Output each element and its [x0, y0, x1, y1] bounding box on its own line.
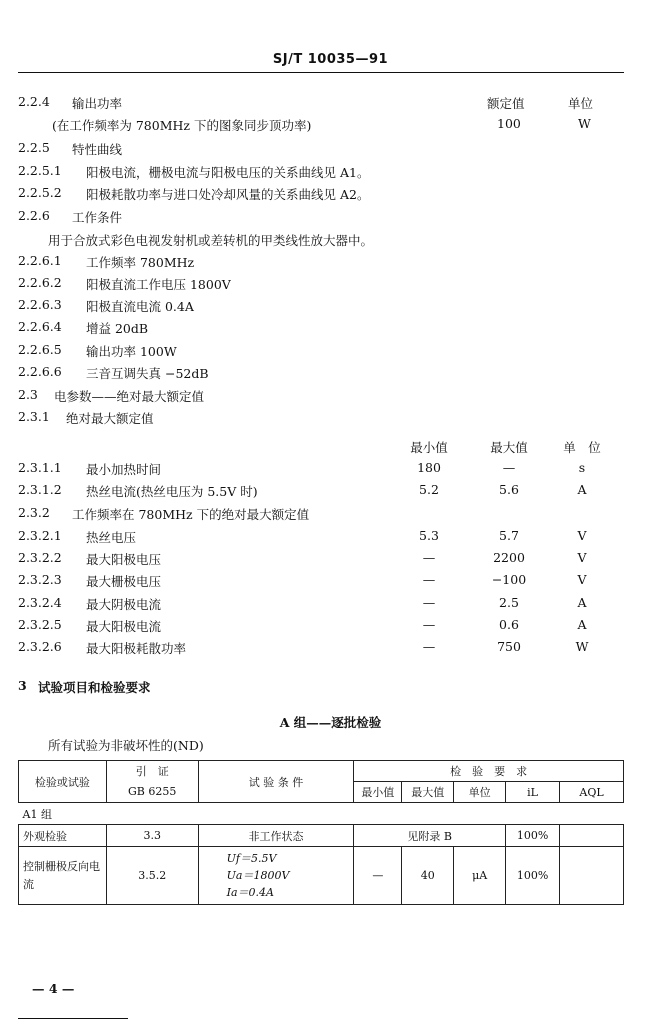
param-max: −100 — [491, 572, 527, 587]
param-min: — — [422, 639, 436, 654]
param-unit: V — [577, 550, 587, 565]
inspection-table — [18, 760, 624, 905]
condition-line: Ia＝0.4A — [226, 886, 274, 899]
power-value: 100 — [497, 116, 521, 131]
document-code: SJ/T 10035—91 — [272, 52, 389, 67]
param-unit: A — [577, 595, 587, 610]
param-max: 750 — [497, 639, 521, 654]
param-name: 热丝电流(热丝电压为 5.5V 时) — [86, 484, 258, 499]
param-name: 热丝电压 — [86, 530, 137, 545]
param-min: 5.3 — [419, 528, 439, 543]
param-max: 5.7 — [499, 528, 519, 543]
section-number: 2.2.6 — [18, 208, 50, 223]
item-number: 2.2.6.2 — [18, 275, 62, 290]
item-text: 增益 20dB — [86, 321, 149, 336]
param-number: 2.3.2.3 — [18, 572, 62, 587]
col-max-header: 最大值 — [490, 440, 528, 455]
param-min: 5.2 — [419, 482, 439, 497]
param-number: 2.3.2.2 — [18, 550, 62, 565]
header-ref: 引 证 — [106, 761, 198, 782]
item-text: 阳极耗散功率与进口处冷却风量的关系曲线见 A2。 — [86, 187, 370, 202]
header-ref-standard: GB 6255 — [106, 782, 198, 803]
param-unit: W — [575, 639, 589, 654]
param-max: — — [502, 460, 516, 475]
page-number: — 4 — — [32, 981, 75, 996]
item-text: 阳极直流电流 0.4A — [86, 299, 194, 314]
item-number: 2.2.6.1 — [18, 253, 62, 268]
section-number: 2.3.1 — [18, 409, 50, 424]
param-unit: A — [577, 617, 587, 632]
header-test: 检验或试验 — [19, 761, 107, 803]
header-il: iL — [506, 782, 560, 803]
row-il: 100% — [506, 847, 560, 905]
item-text: 输出功率 100W — [86, 344, 177, 359]
param-unit: A — [577, 482, 587, 497]
col-min-header: 最小值 — [410, 440, 448, 455]
row-ref: 3.3 — [106, 825, 198, 847]
row-ref: 3.5.2 — [106, 847, 198, 905]
item-number: 2.2.6.4 — [18, 319, 62, 334]
row-condition: 非工作状态 — [198, 825, 354, 847]
item-number: 2.2.5.1 — [18, 163, 62, 178]
param-min: — — [422, 617, 436, 632]
row-il: 100% — [506, 825, 560, 847]
param-number: 2.3.2.4 — [18, 595, 62, 610]
table-row — [19, 847, 624, 905]
param-name: 最大栅极电压 — [86, 574, 162, 589]
section-title: 绝对最大额定值 — [66, 411, 154, 426]
param-name: 最小加热时间 — [86, 462, 162, 477]
item-text: 阳极电流，栅极电流与阳极电压的关系曲线见 A1。 — [86, 165, 370, 180]
param-max: 2200 — [493, 550, 525, 565]
row-test: 外观检验 — [19, 825, 107, 847]
power-unit: W — [578, 116, 591, 131]
row-aql — [560, 847, 624, 905]
header-max: 最大值 — [402, 782, 454, 803]
col-unit-header: 单位 — [568, 96, 594, 111]
item-text: 工作频率 780MHz — [86, 255, 195, 270]
param-max: 0.6 — [499, 617, 519, 632]
group-note: 所有试验为非破坏性的(ND) — [48, 738, 204, 753]
section-title: 工作条件 — [72, 210, 123, 225]
param-min: — — [422, 595, 436, 610]
param-number: 2.3.1.2 — [18, 482, 62, 497]
section-number: 3 — [18, 678, 27, 693]
table-row — [19, 825, 624, 847]
group-title: A 组——逐批检验 — [279, 715, 382, 730]
param-name: 最大阴极电流 — [86, 597, 162, 612]
row-aql — [560, 825, 624, 847]
col-unit-header: 单 位 — [563, 440, 601, 455]
param-max: 5.6 — [499, 482, 519, 497]
header-aql: AQL — [560, 782, 624, 803]
row-test: 控制栅极反向电流 — [19, 847, 107, 905]
param-unit: V — [577, 572, 587, 587]
row-requirement: 见附录 B — [354, 825, 506, 847]
param-name: 最大阳极耗散功率 — [86, 641, 187, 656]
condition-line: Uf＝5.5V — [226, 852, 277, 865]
header-rule — [18, 72, 624, 73]
footer-rule — [18, 1018, 128, 1019]
power-note: (在工作频率为 780MHz 下的图象同步顶功率) — [52, 118, 312, 133]
param-max: 2.5 — [499, 595, 519, 610]
item-text: 阳极直流工作电压 1800V — [86, 277, 231, 292]
section-title: 特性曲线 — [72, 142, 123, 157]
section-number: 2.3 — [18, 387, 38, 402]
item-number: 2.2.6.6 — [18, 364, 62, 379]
param-name: 最大阳极电压 — [86, 552, 162, 567]
section-number: 2.2.5 — [18, 140, 50, 155]
group-label: A1 组 — [19, 803, 624, 825]
col-rated-header: 额定值 — [487, 96, 525, 111]
row-min: — — [354, 847, 402, 905]
header-unit: 单位 — [454, 782, 506, 803]
item-number: 2.2.6.3 — [18, 297, 62, 312]
section-title: 工作频率在 780MHz 下的绝对最大额定值 — [72, 507, 310, 522]
param-number: 2.3.2.5 — [18, 617, 62, 632]
param-number: 2.3.2.6 — [18, 639, 62, 654]
param-min: — — [422, 572, 436, 587]
param-number: 2.3.1.1 — [18, 460, 62, 475]
section-number: 2.3.2 — [18, 505, 50, 520]
param-unit: s — [578, 460, 586, 475]
row-max: 40 — [402, 847, 454, 905]
row-condition — [198, 847, 354, 905]
header-min: 最小值 — [354, 782, 402, 803]
param-number: 2.3.2.1 — [18, 528, 62, 543]
param-unit: V — [577, 528, 587, 543]
row-unit: μA — [454, 847, 506, 905]
item-number: 2.2.5.2 — [18, 185, 62, 200]
header-conditions: 试 验 条 件 — [198, 761, 354, 803]
section-title: 电参数——绝对最大额定值 — [54, 389, 205, 404]
section-title: 试验项目和检验要求 — [38, 680, 151, 695]
param-min: — — [422, 550, 436, 565]
param-name: 最大阳极电流 — [86, 619, 162, 634]
param-min: 180 — [417, 460, 441, 475]
section-title: 输出功率 — [72, 96, 123, 111]
item-text: 三音互调失真 −52dB — [86, 366, 209, 381]
conditions-intro: 用于合放式彩色电视发射机或差转机的甲类线性放大器中。 — [48, 233, 374, 248]
condition-line: Ua＝1800V — [226, 869, 290, 882]
item-number: 2.2.6.5 — [18, 342, 62, 357]
header-requirements: 检 验 要 求 — [354, 761, 624, 782]
section-number: 2.2.4 — [18, 94, 50, 109]
